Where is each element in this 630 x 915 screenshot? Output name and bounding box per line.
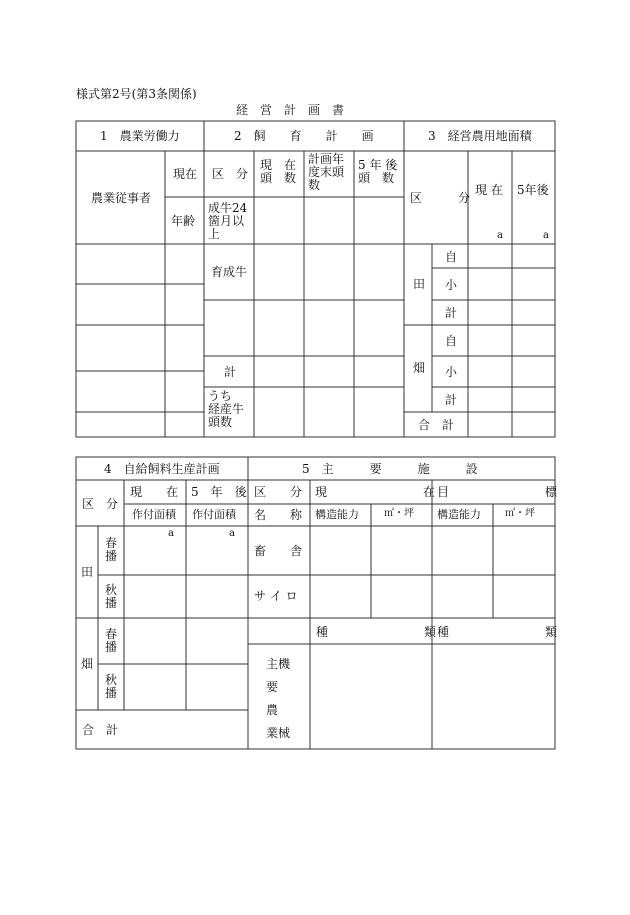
s3-col-five-year: 5年後 [517, 183, 549, 197]
s4-unit-five-year: a [229, 528, 235, 539]
s5-type-target: 種 類 [437, 625, 558, 639]
current-label: 現在 [173, 167, 198, 181]
s3-paddy-subtotal: 計 [445, 306, 458, 320]
s4-group-upland: 畑 [81, 657, 94, 671]
s4-col-current: 現 在 [130, 485, 179, 499]
s5-col-current: 現 在 [315, 485, 436, 499]
s5-machinery-label-4: 業械 [266, 726, 291, 740]
s2-col-plan-year-end: 計画年 度末頭 数 [308, 152, 345, 192]
s3-group-upland: 畑 [413, 361, 426, 375]
s2-row-adult-cattle: 成牛24 箇月以 上 [208, 201, 248, 241]
s3-unit-five-year: a [543, 230, 549, 241]
section1-heading: 1 農業労働力 [100, 129, 180, 143]
s5-sub-unit-current: ㎡・坪 [384, 508, 414, 519]
s4-col-five-year: 5 年 後 [191, 485, 247, 499]
s4-row-autumn-upland: 秋 播 [105, 673, 118, 700]
s5-sub-unit-target: ㎡・坪 [505, 508, 535, 519]
s5-sub-capacity-current: 構造能力 [315, 508, 359, 521]
s2-row-young-cattle: 育成牛 [211, 265, 248, 279]
s5-sub-name: 名 称 [254, 508, 303, 522]
s3-paddy-tenant: 小 [445, 278, 458, 292]
s3-grand-total: 合 計 [418, 418, 455, 432]
page-title: 経 営 計 画 書 [236, 103, 345, 117]
section2-heading: 2 飼 育 計 画 [234, 129, 374, 143]
s4-row-spring-paddy: 春 播 [105, 536, 118, 563]
s5-machinery-label-3: 農 [266, 703, 279, 717]
farmer-label: 農業従事者 [91, 191, 152, 205]
s3-paddy-owned: 自 [445, 250, 458, 264]
s4-row-autumn-paddy: 秋 播 [105, 583, 118, 610]
age-label: 年齢 [171, 214, 196, 228]
s3-unit-current: a [497, 230, 503, 241]
s2-col-five-year-heads: 5 年 後 頭 数 [358, 158, 398, 185]
s4-sub-area-current: 作付面積 [132, 508, 176, 521]
s5-row-barn: 畜 舎 [254, 544, 303, 558]
section5-heading: 5 主 要 施 設 [302, 462, 478, 476]
form-number: 様式第2号(第3条関係) [76, 87, 197, 101]
s4-row-total: 合 計 [82, 723, 119, 737]
s5-col-category: 区 分 [254, 485, 303, 499]
s2-row-total: 計 [224, 365, 237, 379]
s4-sub-area-five-year: 作付面積 [192, 508, 236, 521]
s3-upland-tenant: 小 [445, 365, 458, 379]
s5-type-current: 種 類 [316, 625, 437, 639]
section3-heading: 3 経営農用地面積 [428, 129, 532, 143]
s3-upland-owned: 自 [445, 334, 458, 348]
s4-col-category: 区 分 [82, 497, 119, 511]
s5-sub-capacity-target: 構造能力 [437, 508, 481, 521]
s2-row-parous: うち 経産牛 頭数 [208, 389, 245, 429]
s2-col-category: 区 分 [212, 167, 249, 181]
s3-col-current: 現 在 [475, 183, 503, 197]
section4-heading: 4 自給飼料生産計画 [104, 462, 220, 476]
s5-machinery-label-1: 主機 [266, 657, 291, 671]
s5-col-target: 目 標 [437, 485, 558, 499]
s3-col-category: 区 分 [410, 191, 471, 205]
s3-group-paddy: 田 [413, 277, 426, 291]
s5-row-silo: サ イ ロ [254, 589, 298, 603]
s4-row-spring-upland: 春 播 [105, 627, 118, 654]
s4-unit-current: a [168, 528, 174, 539]
s5-machinery-label-2: 要 [266, 680, 279, 694]
bottom-table-border [76, 457, 558, 749]
s3-upland-subtotal: 計 [445, 393, 458, 407]
s4-group-paddy: 田 [81, 565, 94, 579]
s2-col-current-heads: 現 在 頭 数 [260, 158, 297, 185]
